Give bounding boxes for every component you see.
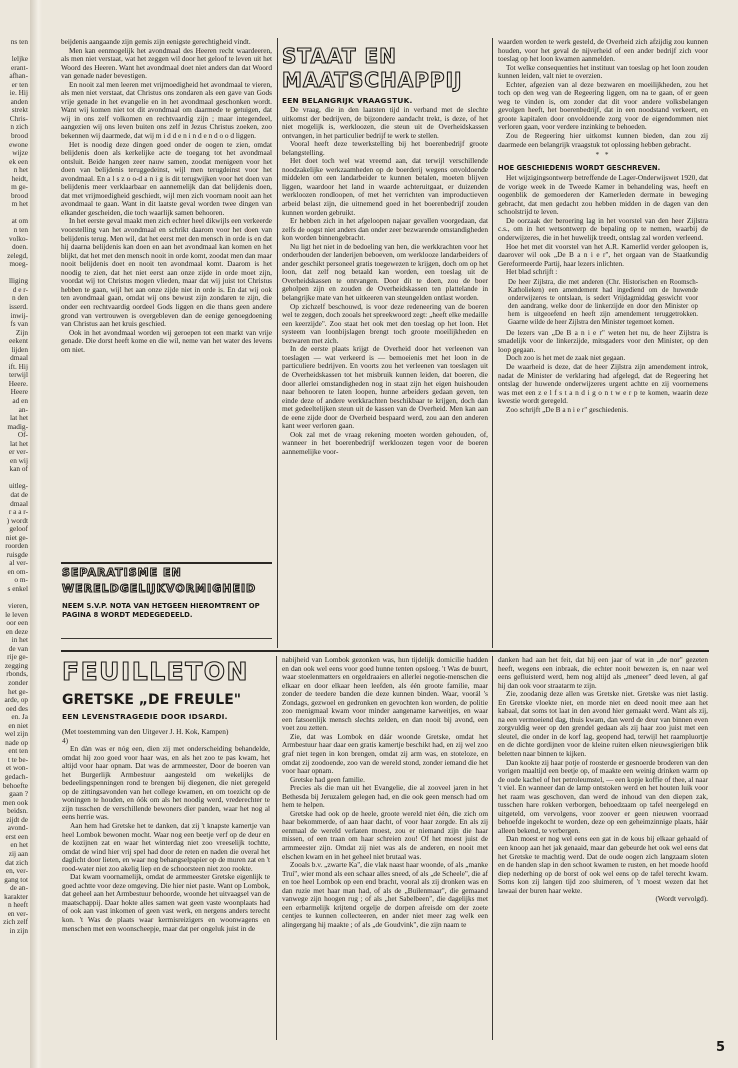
hoe-paragraph: Het wijzigingsontwerp betreffende de Lager-Onderwijswet 1920, dat de vorige week in de Tweede Kamer in behandeling was, heeft en oogenblik de gemoederen der Kamerleden dermate in beweging gebracht, dat men gedacht zou hebben midden in de dagen van den schoolstrijd te leven. — [498, 173, 708, 217]
story-paragraph: Zie, zoodanig deze allen was Gretske niet. Gretske was niet lastig. En Gretske vloekte niet, en morde niet en deed nooit mee aan het kabaal, dat soms tot laat in den avond hier gemaakt werd. Want als zij, na een vermoeiend dag, thuis kwam, dan werd de deur van binnen even zorgvuldig weer op den grendel gedaan als zij haar zoo juist met een sleutel, die onder in de korf lag, geopend had, terwijl het raampluortje en de dichte gordijnen voor de kleine ruiten elken nieuwsgierigen blik beletten naar binnen te kijken. — [498, 689, 708, 759]
page-gutter — [30, 0, 42, 1068]
article-paragraph: Ook in het avondmaal worden wij geroepen tot een markt van vrije genade. Die dorst heeft kome en die wil, neme van het water des levens om niet. — [61, 327, 272, 354]
column-rule-1 — [277, 38, 278, 648]
story-paragraph: Gretske had ook op de heele, groote wereld niet één, die zich om haar bekommerde, of aan haar dacht, of voor haar zorgde. En als zij eenmaal de wereld verlaten moest, zou er niemand zijn die haar missen, of een traan om haar schreien zou! Of het moest juist de armmeester zijn. Omdat zij niet was als de anderen, en nooit met elschen kwam en in het geheel niet brutaal was. — [282, 808, 488, 861]
column-2-text — [282, 106, 488, 638]
banier-quote: De heer Zijlstra, die met anderen (Chr. Historischen en Roomsch-Katholieken) een amendement had ingediend om de huwende onderwijzeres te ontslaan, is sedert Vrijdagmiddag geswicht voor den aandrang, welke door de linkerzijde en door den Minister op hem is uitgeoefend en heeft zijn amendement teruggetrokken. Gaarne wilde de heer Zijlstra den Minister tegemoet komen. — [508, 278, 698, 326]
previous-page-fragment: ns ten leljke erant- afhan- er ten ie. Hij anden strekt Chris- n zich brood ewone wijze ek een n het heidt, m ge- brood m het at om n ten volko- doen. zelegd, moeg- lliging d e r- n den isserd. inwij- fs van Zijn eekent lijden dmaal ift. Hij terwijl Heere. Heere ad en an- lat het madig- Of- lat het er ver- en wij kan of uitleg- dat de dmaal r a a r- ) wordt geloof niet ge- roorden ruisgde al ver- en om- o m- s enkel vieren, le leven oor een en deze in het de van rije ge- zegging rbonds, zonder het ge- arde, op oed des en. Ja en niet wel zijn nade op ent ten t te be- et won- gedach- behoefte gaan ? men ook beidsn. zijdt de avond- erst een en het zij aan dat zich en, ver- gang tot de an- karakter n heeft en ver- zich zelf in zijn — [2, 38, 28, 935]
column-3-text — [498, 38, 708, 648]
story-paragraph: Zie, dat was Lombok en dáár woonde Gretske, omdat het Armbestuur haar daar een gratis kamertje beschikt had, en zij wel zoo graf niet tegen in kon brengen, omdat zij arm was, en stoteloze, en omdat zij zoodoende, zoo van de wereld stond, zonder iemand die het voor haar opnam. — [282, 731, 488, 776]
staat-paragraph: waarden worden te werk gesteld, de Overheid zich afzijdig zou kunnen houden, voor het geval de nijverheid of een ander bedrijf zich voor toeslag op het loon kwamen aanmelden. — [498, 38, 708, 64]
page-number: 5 — [716, 1040, 726, 1055]
staat-heading-line2: MAATSCHAPPIJ — [282, 68, 463, 92]
column-1-text — [61, 38, 272, 548]
story-paragraph: Aan hem had Gretske het te danken, dat zij 't knapste kamertje van heel Lombok bewonen mocht. Waar nog een beetje verf op de deur en de kozijnen zat en waar het winterdag niet zoo vreeselijk tochtte, omdat de wind hier vrij spel had door de reten en naden die overal het daglicht door lieten, en waar nog behangselpapier op de muren zat en 't rood-water niet zoo akelig liep en de schoorsteen niet zoo rookte. — [62, 821, 270, 873]
article-paragraph: beijdenis aangaande zijn gemis zijn eenigste gerechtigheid vindt. — [61, 38, 251, 46]
staat-paragraph: Tot welke consequenties het instituut van toeslag op het loon zouden kunnen leiden, valt niet te overzien. — [498, 62, 708, 81]
staat-paragraph: Er hebben zich in het afgeloopen najaar gevallen voorgedaan, dat zelfs de oogst niet anders dan onder zeer bezwarende omstandigheden kon worden binnengebracht. — [282, 216, 488, 243]
chapter-number: 4) — [62, 735, 69, 745]
staat-paragraph: Zou de Regeering hier uitkomst kunnen bieden, dan zou zij daarmede een belangrijk vraagstuk tot oplossing hebben gebracht. — [498, 131, 708, 149]
hoe-paragraph: De oorzaak der beroering lag in het voorstel van den heer Zijlstra c.s., om in het wetsontwerp de bepaling op te nemen, waarbij de onderwijzeres, die in het huwelijk treedt, ontslag zal worden verleend. — [498, 215, 708, 243]
hoe-paragraph: Doch zoo is het met de zaak niet gegaan. — [506, 353, 626, 363]
feuilleton-subtitle: EEN LEVENSTRAGEDIE DOOR IDSARDI. — [62, 712, 228, 721]
story-paragraph: En dàn was er nóg een, dien zij met onderscheiding behandelde, omdat hij zoo goed voor haar was, en als het zoo te pas kwam, het altijd voor haar opnam. Dat was de armmeester, Door de boeren van het Burgerlijk Armbestuur aangesteld om wekelijks de bedeelingspenningen rond te brengen bij diegenen, die niet geregeld op de zittingsavonden van het college kwamen, en om toezicht op de woningen te houden, en óók om als het noodig werd, vrederechter te zijn tusschen de verschillende bewoners dier panden, waar het nog al eens herrie was. — [62, 744, 270, 822]
story-paragraph: Dat kwam voornamelijk, omdat de armmeester Gretske eigenlijk te goed achtte voor deze omgeving. Die hier niet paste. Want op Lombok, dat geheel aan het Armbestuur behoorde, woonde het uitvaagsel van de maatschappij. Daar hokte alles samen wat geen vaste woonplaats had of ook aan vast inkomen of geen vast werk, en nergens anders terecht kon. 't Was de plaats waar kermisreizigers en woonwagens en menschen met een woonscheepje, maar dat per ongeluk juist in de — [62, 872, 270, 933]
separatisme-note: NEEM S.V.P. NOTA VAN HETGEEN HIEROMTRENT OP PAGINA 8 WORDT MEDEGEDEELD. — [62, 602, 260, 619]
staat-heading-line1: STAAT EN — [282, 44, 397, 68]
feuilleton-banner: FEUILLETON — [62, 657, 249, 686]
permission-note: (Met toestemming van den Uitgever J. H. Kok, Kampen) — [62, 728, 229, 736]
feuilleton-title: GRETSKE „DE FREULE" — [62, 692, 242, 708]
story-paragraph: Dan kookte zij haar potje of roosterde er gesnoerde broderen van den vorigen maaltijd een beetje op, of maakte een weinig drinken warm op de oude kachel of het petroleumstel, — een kopje koffie of thee, al naar 't viel. En wanneer dan de lamp ontstoken werd en het houten luik voor het raam was geschoven, dan werd de inhoud van den diepen zak, tusschen hare rokken verborgen, behoedzaam op tafel neergelegd en uitgeteld, om vervolgens, voor zoover er geen nieuwen voorraad behoefde ingekocht te worden, deze op een geheimzinnige plaats, háár alleen bekend, te verbergen. — [498, 757, 708, 835]
hoe-paragraph: Zoo schrijft „De B a n i e r" geschiedenis. — [506, 404, 629, 414]
article-paragraph: In het eerste geval maakt men zich echter heel dikwijls een verkeerde voorstelling van het avondmaal en schrikt daarom voor het doen van belijdenis terug. Men wil, dat het eerst met den mensch in orde is en dat hij daarna belijdenis kan doen en aan het avondmaal kan komen en het blijkt, dat het met den mensch nooit in orde komt, zoodat men dan maar nooit belijdenis doet en nooit ten avondmaal komt. Daarom is het noodig te zien, dat het niet eerst aan onze zijde in orde moet zijn, voordat wij tot Christus mogen vlieden, maar dat wij juist tot Christus hebben te gaan, wijl het aan onze zijde niet in orde is. En dat wij ook ten avondmaal gaan, omdat wij ons bewust zijn zondaren te zijn, die onder een rechtvaardig oordeel Gods liggen en die thans geen andere grond van vertrouwen is overgebleven dan de eenige genoegdoening van Christus aan het kruis geschied. — [61, 216, 272, 329]
story-paragraph: Zooals b.v. „zwarte Ka", die vlak naast haar woonde, of als „manke Truí", wier mond als een schaar alles sneed, of als „de Scheele", die af en toe heel Lombok op een end bracht, vooral als zij dronken was en dan ruzie met haar man had, of als de „Builenmaar", die gemaand vanwege zijn hoogen rug ; of als „het Sabelbeen", die dagelijks met een erbarmelijk krijtend orgelje de dorpen afreisde om der zoete centjes te kunnen collecteeren, en ander niet meer zag welk een alingergang hij maakte ; of als „de Goudvink", die zijn naam te — [282, 860, 488, 929]
feuilleton-rule-2 — [492, 656, 493, 1040]
article-paragraph: Het is noodig deze dingen goed onder de oogen te zien, omdat belijdenis doen als kerkelijke acte de toegang tot het avondmaal ontsluit. Beide hangen zeer nauw samen, zoodat menigeen voor het doen van belijdenis teruggedeinst, wijl men terugdeinst voor het avondmaal. En a l s z o o-d a n i g is dit terugwijken voor het doen van belijdenis meer verklaarbaar en aannemelijk dan dat belijdenis doen, dat met vrijmoedigheid geschiedt, wijl men zich voornam nooit aan het avondmaal te gaan. Want in dit laatste geval worden twee dingen van elkander gescheiden, die toch waarlijk samen behooren. — [61, 139, 272, 217]
feuilleton-column-3 — [498, 656, 708, 1040]
story-paragraph: nabijheid van Lombok gezonken was, hun tijdelijk domicilie hadden en dan ook wel eens voor goed hunne tenten opsloeg. 't Was de buurt, waar stoelenmatters en orgeldraaiers en allerlei negotie-menschen die elkaar en door elkaar heen leefden, als één groote familie, maar zonder de teedere banden die deze kunnen binden. Waar, voorál 's Zondags, gezwoel en gedronken en gevochten kon worden, de politie zoo menigmaal kwam voor minder aangename karweitjes, en waar een fatsoenlijk mensch slechts zelden, en dan nooit bij avond, een voet zou zetten. — [282, 656, 488, 733]
feuilleton-rule-1 — [276, 656, 277, 1040]
staat-paragraph: Ook zal met de vraag rekening moeten worden gehouden, of, wanneer in het boerenbedrijf werkloozen tegen voor de boeren aannemelijke voor- — [282, 429, 488, 456]
staat-paragraph: Nu ligt het niet in de bedoeling van hen, die werkkrachten voor het onderhouden der landerijen beboeven, om werklooze landarbeiders of ander geschikt personeel gratis toegewezen te krijgen, doch om op het loon, dat zelf nog betaald kan worden, een toeslag uit de Overheidskassen te ontvangen. Door dit te doen, zou de boer geholpen zijn en zouden de Overheidskassen ten plattelande in belangrijke mate van het uitkeeren van steungelden ontlast worden. — [282, 241, 488, 303]
staat-paragraph: Echter, afgezien van al deze bezwaren en moeilijkheden, zou het toch op den weg van de Regeering liggen, om na te gaan, of er geen weg te vinden is, om zonder dat dit voor andere volksbelangen gevolgen heeft, het boerenbedrijf, dat in een noodstand verkeert, en groote kapitalen door onvoldoende zorg voor de eigendommen niet verloren gaan, voor verdere inzinking te behoeden. — [498, 79, 708, 132]
feuilleton-column-1 — [62, 728, 270, 1040]
staat-paragraph: In de eerste plaats krijgt de Overheid door het verleenen van toeslagen — wat verkeerd is — bemoeienis met het loon in de particuliere bedrijven. En voorts zou het verleenen van toeslagen uit de Overheidskassen tot het misbruik kunnen leiden, dat boeren, die door allerlei omstandigheden nog in staat zijn het eigen huishouden naar behooren te laten loopen, hunne arbeiders gedaan geven, ten einde deze of andere werkkrachten beschikbaar te krijgen, doch dan met gedeeltelijken steun uit de kassen van de Overheid. Men kan aan de eene zijde door de Overheid bespaard werd, zou aan den anderen kant weer verloren gaan. — [282, 344, 488, 431]
story-paragraph: Dan moest er nog wel eens een gat in de kous bij elkaar gehaald of een knoop aan het jak genaaid, maar dan gebeurde het ook wel eens dat het Gretske te machtig werd. Dat de oude oogen zich langzaam sloten en de handen slap in den schoot kwamen te rusten, en het moede hoofd diep nederhing op de borst of ook wel eens op de tafel terecht kwam. Soms kon zij langen tijd zoo sluimeren, of 't moest wezen dat het lawaai der buren haar wekte. — [498, 834, 708, 895]
hoe-heading: HOE GESCHIEDENIS WORDT GESCHREVEN. — [498, 163, 661, 172]
separatisme-bottom-rule — [61, 638, 272, 639]
separatisme-heading-line2: WERELDGELIJKVORMIGHEID — [62, 582, 257, 595]
hoe-paragraph: De lezers van „De B a n i e r" weten het nu, de heer Zijlstra is smadelijk voor de linkerzijde, mitsgaders voor den Minister, op den loop gegaan. — [498, 327, 708, 354]
hoe-paragraph: De waarheid is deze, dat de heer Zijlstra zijn amendement introk, nadat de Minister de verklaring had afgelegd, dat de Regeering het ontslag der huwende onderwijzeres urgent achtte en zij voornemens was met een z e l f s t a n d i g o n t w e r p te komen, waarin deze kwestie wordt geregeld. — [498, 361, 708, 406]
story-paragraph: danken had aan het feit, dat hij een jaar of wat in „de nor" gezeten heeft, wegens een inbraak, die echter nooit bewezen is, en naar wel eens gefluisterd werd, hem nog altijd als „meneer" deed leven, al gaf hij dan ook voor straatarm te zijn. — [498, 656, 708, 690]
article-paragraph: En nooit zal men leeren met vrijmoedigheid het avondmaal te vieren, als men niet verstaat, dat Christus ons zondaren als een gave van Gods vrije genade in het evangelie en in het avondmaal geschonken wordt. Want wij komen niet tot dit avondmaal om daarmede te getuigen, dat wij in ons zelf volkomen en rechtvaardig zijn ; maar integendeel, aangezien wij ons leven buiten ons zelf in Jezus Christus zoeken, zoo bekennen wij daarmede, dat wij m i d d e n i n d e n d o o d liggen. — [61, 79, 272, 141]
staat-paragraph: Het doet toch wel wat vreemd aan, dat terwijl verschillende noodzakelijke werkzaamheden op de boerderij wegens onvoldoende middelen om een landarbeider te kunnen betalen, moeten blijven liggen, waardoor het land in waarde achteruitgaat, er duizenden werkloozen rondloopen, of met het verrichten van improductieven arbeid belast zijn, die uitnemend goed in het boerenbedrijf zouden kunnen worden gebruikt. — [282, 156, 488, 217]
staat-paragraph: Op zichzelf beschouwd, is voor deze redeneering van de boeren wel te zeggen, doch zooals het spreekwoord zegt: „heeft elke medaille een keerzijde". Zoo staat het ook met den toeslag op het loon. Het systeem van loonbijslagen brengt toch groote moeilijkheden en bezwaren met zich. — [282, 301, 488, 345]
separatisme-top-rule — [61, 562, 272, 564]
hoe-paragraph: Hoe het met dit voorstel van het A.R. Kamerlid verder geloopen is, daarover wil ook „De B a n i e r", het orgaan van de Staatkundig Gereformeerde Partij, haar lezers inlichten. — [498, 241, 708, 268]
feuilleton-column-2 — [282, 656, 488, 1040]
section-divider-stars: * * — [595, 150, 611, 160]
staat-paragraph: De vraag, die in den laatsten tijd in verband met de slechte uitkomst der bedrijven, de bijzondere aandacht trekt, is deze, of het niet mogelijk is, werkloozen, die steun uit de Overheidskassen ontvangen, in het particulier bedrijf te werk te stellen. — [282, 106, 488, 140]
separatisme-heading-line1: SEPARATISME EN — [62, 566, 182, 579]
article-paragraph: Men kan eenmogelijk het avondmaal des Heeren recht waardeeren, als men niet verstaat, wat het zeggen wil door het geloof te leven uit het Woord des Heeren. Want het avondmaal doet niet anders dan dat Woord van genade nader bevestigen. — [61, 45, 272, 81]
story-paragraph: Gretske had geen familie. — [290, 774, 365, 784]
story-paragraph: Precies als die man uit het Evangelie, die al zooveel jaren in het Bethesda bij Jeruzalem gelegen had, en die ook geen mensch had om hem te helpen. — [282, 783, 488, 810]
continued-note: (Wordt vervolgd). — [655, 894, 708, 904]
hoe-paragraph: Het blad schrijft : — [506, 267, 558, 277]
feuilleton-separator — [61, 650, 709, 652]
column-rule-2 — [492, 38, 493, 648]
staat-paragraph: Vooral heeft deze tewerkstelling bij het boerenbedrijf groote belangstelling. — [282, 139, 488, 157]
staat-subtitle: EEN BELANGRIJK VRAAGSTUK. — [282, 96, 413, 105]
